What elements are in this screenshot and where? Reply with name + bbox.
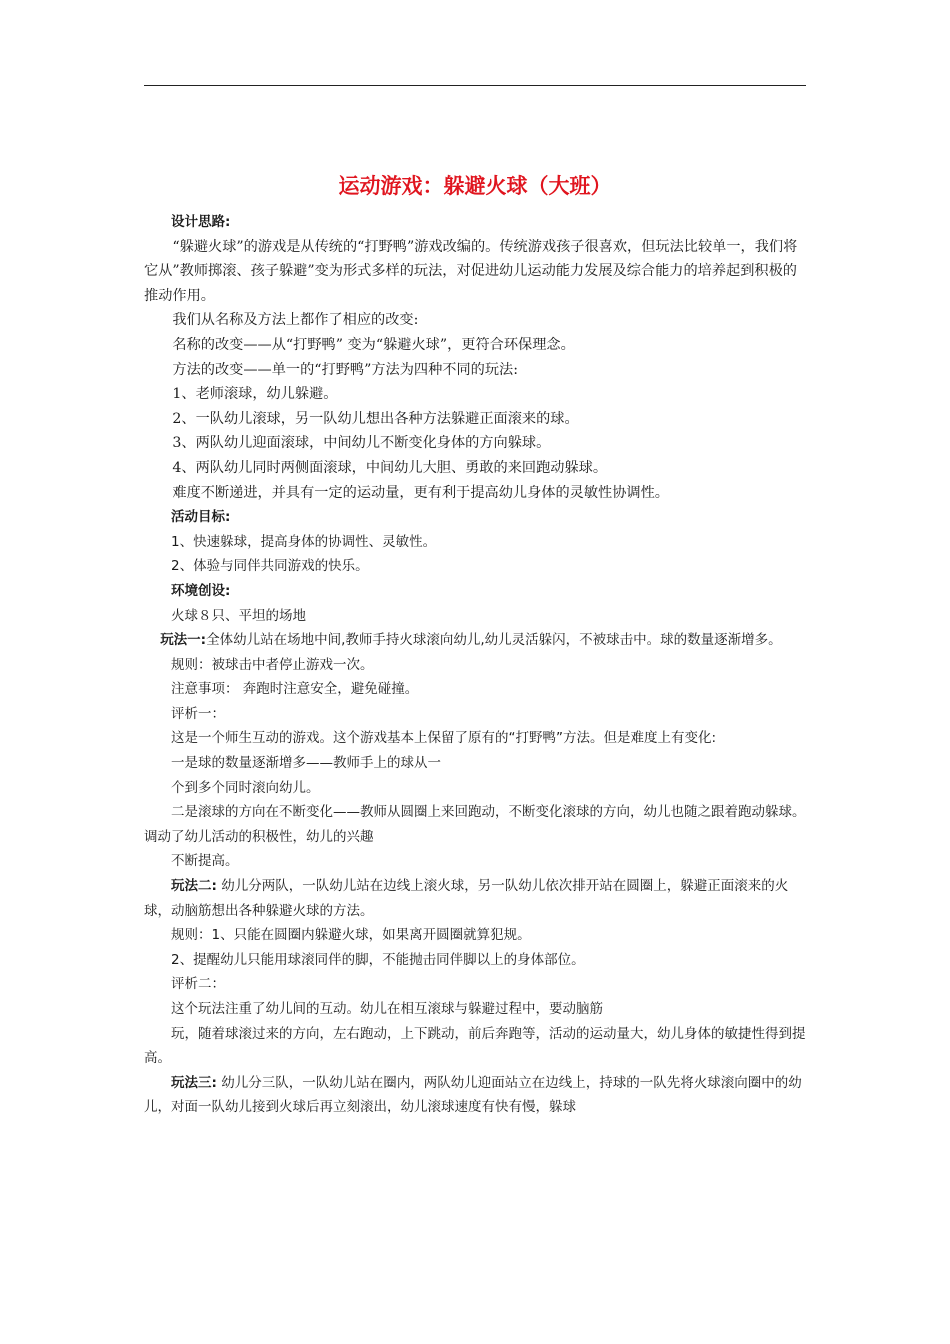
design-paragraph-1: “躲避火球”的游戏是从传统的“打野鸭”游戏改编的。传统游戏孩子很喜欢，但玩法比较单一，我们将它从”教师掷滚、孩子躲避”变为形式多样的玩法，对促进幼儿运动能力发展及综合能力的培养起到积极的推动作用。: [144, 238, 798, 304]
play2-rule-1: 规则：1、只能在圆圈内躲避火球，如果离开圆圈就算犯规。: [171, 927, 531, 944]
design-paragraph-2: 我们从名称及方法上都作了相应的改变:: [172, 312, 419, 329]
goal-item-1: 1、快速躲球，提高身体的协调性、灵敏性。: [171, 533, 437, 550]
play3-paragraph: [144, 1071, 806, 1120]
design-heading: 设计思路:: [171, 214, 231, 230]
analysis2-paragraph-2: 玩，随着球滚过来的方向，左右跑动，上下跳动，前后奔跑等，活动的运动量大，幼儿身体的敏捷性得到提高。: [144, 1025, 806, 1067]
play2-label: 玩法二:: [171, 878, 217, 895]
analysis1-paragraph-5: 不断提高。: [171, 853, 239, 870]
design-paragraph-4: 方法的改变——单一的“打野鸭”方法为四种不同的玩法:: [172, 361, 518, 378]
play1-rule: 规则：被球击中者停止游戏一次。: [171, 656, 374, 673]
analysis2-heading: 评析二：: [171, 976, 225, 993]
play3-label: 玩法三:: [171, 1074, 217, 1091]
analysis1-paragraph-3: 个到多个同时滚向幼儿。: [171, 779, 320, 796]
play1-label: 玩法一:: [160, 632, 207, 649]
page-title: 运动游戏：躲避火球（大班）: [338, 174, 612, 198]
play2-paragraph: [144, 874, 806, 923]
method-item-4: 4、两队幼儿同时两侧面滚球，中间幼儿大胆、勇敢的来回跑动躲球。: [172, 459, 608, 476]
analysis1-heading: 评析一：: [171, 705, 225, 722]
method-item-2: 2、一队幼儿滚球，另一队幼儿想出各种方法躲避正面滚来的球。: [172, 410, 579, 427]
goals-heading: 活动目标:: [171, 509, 231, 526]
env-heading: 环境创设:: [171, 582, 231, 599]
document-body: [144, 210, 806, 1120]
play1-paragraph: [144, 628, 806, 653]
play1-text: 全体幼儿站在场地中间,教师手持火球滚向幼儿,幼儿灵活躲闪，不被球击中。球的数量逐渐增多。: [206, 632, 782, 649]
header-rule: [144, 85, 806, 86]
design-paragraph-5: 难度不断递进，并具有一定的运动量，更有利于提高幼儿身体的灵敏性协调性。: [172, 484, 669, 501]
play1-note: 注意事项： 奔跑时注意安全，避免碰撞。: [171, 681, 419, 698]
play3-text: 幼儿分三队，一队幼儿站在圈内，两队幼儿迎面站立在边线上，持球的一队先将火球滚向圈中的幼儿，对面一队幼儿接到火球后再立刻滚出，幼儿滚球速度有快有慢，躲球: [144, 1074, 802, 1116]
analysis2-paragraph-1: 这个玩法注重了幼儿间的互动。幼儿在相互滚球与躲避过程中，要动脑筋: [171, 1001, 603, 1017]
play2-rule-2: 2、提醒幼儿只能用球滚同伴的脚，不能抛击同伴脚以上的身体部位。: [171, 951, 585, 968]
method-item-1: 1、老师滚球，幼儿躲避。: [172, 386, 338, 403]
goal-item-2: 2、体验与同伴共同游戏的快乐。: [171, 558, 369, 575]
design-paragraph-3: 名称的改变——从“打野鸭” 变为“躲避火球”，更符合环保理念。: [172, 336, 575, 353]
method-item-3: 3、两队幼儿迎面滚球，中间幼儿不断变化身体的方向躲球。: [172, 435, 551, 452]
analysis1-paragraph-2: 一是球的数量逐渐增多——教师手上的球从一: [171, 755, 441, 772]
env-text: 火球８只、平坦的场地: [171, 607, 306, 624]
analysis1-paragraph-4: 二是滚球的方向在不断变化——教师从圆圈上来回跑动，不断变化滚球的方向，幼儿也随之跟着跑动躲球。调动了幼儿活动的积极性，幼儿的兴趣: [144, 804, 806, 845]
play2-text: 幼儿分两队，一队幼儿站在边线上滚火球，另一队幼儿依次排开站在圆圈上，躲避正面滚来的火球，动脑筋想出各种躲避火球的方法。: [144, 878, 789, 919]
analysis1-paragraph-1: 这是一个师生互动的游戏。这个游戏基本上保留了原有的“打野鸭”方法。但是难度上有变化:: [171, 730, 717, 747]
